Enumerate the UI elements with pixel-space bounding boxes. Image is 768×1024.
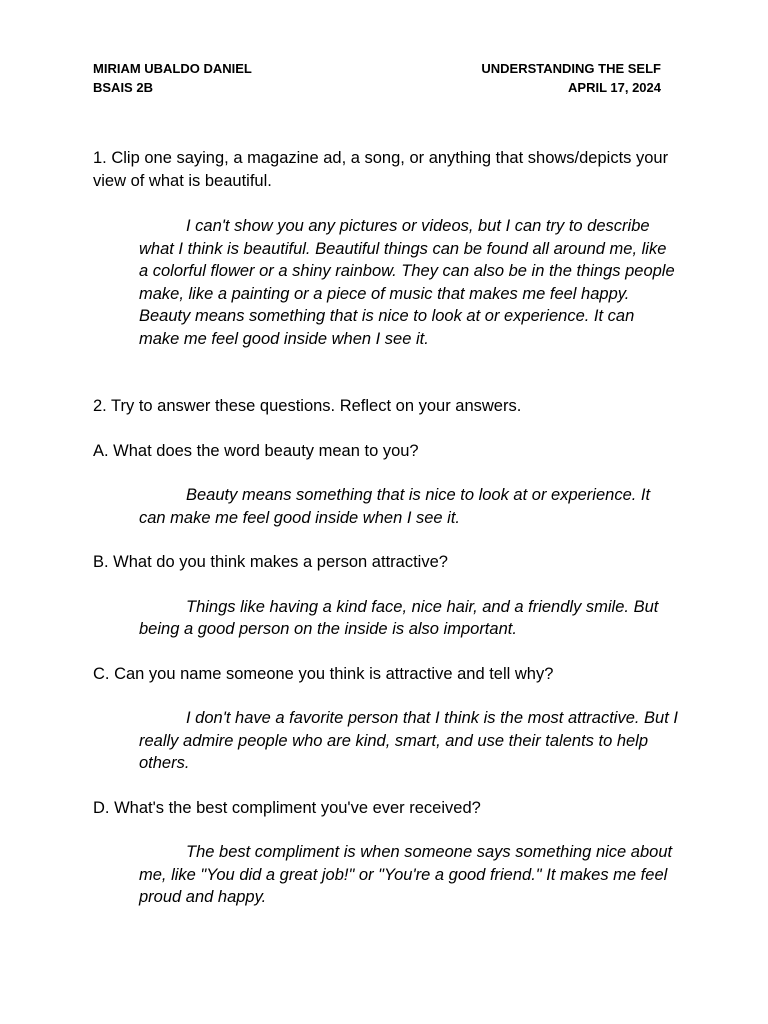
- question-2d: D. What's the best compliment you've ever received?: [93, 798, 481, 817]
- header-row-top: [93, 59, 661, 78]
- question-2b: B. What do you think makes a person attractive?: [93, 553, 448, 571]
- answer-2c: I don't have a favorite person that I think is the most attractive. But I really admire people who are kind, smart, and use their talents to help others.: [139, 709, 678, 772]
- course-title: UNDERSTANDING THE SELF: [481, 61, 661, 76]
- answer-2d: The best compliment is when someone says something nice about me, like "You did a great job!" or "You're a good friend." It makes me feel proud and happy.: [139, 843, 673, 906]
- question-2a: A. What does the word beauty mean to you?: [93, 441, 419, 460]
- question-2c: C. Can you name someone you think is attractive and tell why?: [93, 664, 554, 683]
- header-row-bottom: [93, 78, 661, 97]
- answer-2b: Things like having a kind face, nice hair, and a friendly smile. But being a good person on the inside is also important.: [139, 597, 659, 638]
- document-body: [93, 147, 693, 931]
- document-header: [93, 59, 661, 97]
- question-1: 1. Clip one saying, a magazine ad, a song, or anything that shows/depicts your view of what is beautiful.: [93, 149, 669, 190]
- question-2-intro: 2. Try to answer these questions. Reflect on your answers.: [93, 397, 522, 415]
- answer-2a: Beauty means something that is nice to look at or experience. It can make me feel good inside when I see it.: [139, 486, 651, 527]
- document-date: APRIL 17, 2024: [568, 80, 661, 95]
- student-name: MIRIAM UBALDO DANIEL: [93, 61, 252, 76]
- answer-1: I can't show you any pictures or videos, but I can try to describe what I think is beautiful. Beautiful things can be found all around me, like a colorful flower or a shiny rainbow. They can also be in the things people make, like a painting or a piece of music that makes me feel happy. Beauty means something that is nice to look at or experience. It can make me feel good inside when I see it.: [139, 217, 675, 348]
- student-section: BSAIS 2B: [93, 80, 153, 95]
